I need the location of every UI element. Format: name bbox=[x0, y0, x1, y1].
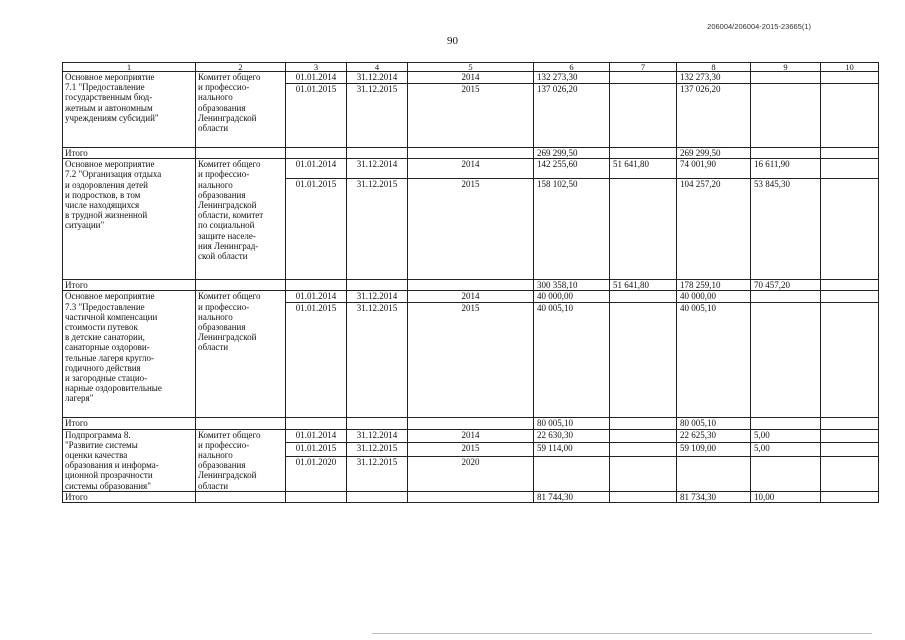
column-number: 7 bbox=[610, 63, 677, 72]
executor-cell: Комитет общего и профессио- нального образования Ленинградской области bbox=[196, 72, 286, 148]
empty-cell bbox=[347, 418, 408, 429]
federal-budget-cell bbox=[610, 303, 677, 418]
end-date-cell: 31.12.2015 bbox=[347, 443, 408, 457]
total-label-cell: Итого bbox=[63, 491, 196, 502]
local-budget-cell: 16 611,90 bbox=[751, 159, 821, 179]
federal-budget-cell bbox=[610, 456, 677, 491]
end-date-cell: 31.12.2015 bbox=[347, 179, 408, 280]
start-date-cell: 01.01.2020 bbox=[286, 456, 347, 491]
regional-budget-cell: 40 005,10 bbox=[677, 303, 751, 418]
empty-cell bbox=[408, 148, 534, 159]
end-date-cell: 31.12.2014 bbox=[347, 291, 408, 303]
end-date-cell: 31.12.2014 bbox=[347, 429, 408, 443]
year-cell: 2015 bbox=[408, 84, 534, 148]
total-funding-cell: 22 630,30 bbox=[534, 429, 610, 443]
local-budget-cell: 5,00 bbox=[751, 443, 821, 457]
empty-cell bbox=[286, 280, 347, 291]
local-budget-cell bbox=[751, 84, 821, 148]
federal-budget-cell bbox=[610, 418, 677, 429]
federal-budget-cell bbox=[610, 148, 677, 159]
executor-cell: Комитет общего и профессио- нального образования Ленинградской области bbox=[196, 291, 286, 418]
regional-budget-cell: 80 005,10 bbox=[677, 418, 751, 429]
other-sources-cell bbox=[821, 303, 879, 418]
total-label-cell: Итого bbox=[63, 280, 196, 291]
federal-budget-cell bbox=[610, 491, 677, 502]
local-budget-cell bbox=[751, 418, 821, 429]
end-date-cell: 31.12.2015 bbox=[347, 84, 408, 148]
table-row bbox=[63, 159, 879, 179]
federal-budget-cell bbox=[610, 84, 677, 148]
program-table bbox=[62, 62, 879, 503]
federal-budget-cell: 51 641,80 bbox=[610, 159, 677, 179]
regional-budget-cell: 40 000,00 bbox=[677, 291, 751, 303]
total-funding-cell: 137 026,20 bbox=[534, 84, 610, 148]
other-sources-cell bbox=[821, 291, 879, 303]
start-date-cell: 01.01.2014 bbox=[286, 159, 347, 179]
column-number: 5 bbox=[408, 63, 534, 72]
total-funding-cell: 59 114,00 bbox=[534, 443, 610, 457]
table-row bbox=[63, 291, 879, 303]
total-funding-cell bbox=[534, 456, 610, 491]
year-cell: 2015 bbox=[408, 303, 534, 418]
executor-cell: Комитет общего и профессио- нального образования Ленинградской области, комитет по социальной защите населе- ния Ленинград- ской области bbox=[196, 159, 286, 280]
total-row bbox=[63, 280, 879, 291]
other-sources-cell bbox=[821, 429, 879, 443]
empty-cell bbox=[286, 148, 347, 159]
start-date-cell: 01.01.2015 bbox=[286, 179, 347, 280]
start-date-cell: 01.01.2014 bbox=[286, 291, 347, 303]
local-budget-cell bbox=[751, 303, 821, 418]
total-funding-cell: 142 255,60 bbox=[534, 159, 610, 179]
year-cell: 2015 bbox=[408, 179, 534, 280]
federal-budget-cell bbox=[610, 429, 677, 443]
total-funding-cell: 81 744,30 bbox=[534, 491, 610, 502]
year-cell: 2015 bbox=[408, 443, 534, 457]
table-body bbox=[63, 63, 879, 503]
empty-cell bbox=[408, 491, 534, 502]
end-date-cell: 31.12.2015 bbox=[347, 456, 408, 491]
column-number: 4 bbox=[347, 63, 408, 72]
total-row bbox=[63, 148, 879, 159]
regional-budget-cell: 59 109,00 bbox=[677, 443, 751, 457]
other-sources-cell bbox=[821, 148, 879, 159]
column-number: 9 bbox=[751, 63, 821, 72]
empty-cell bbox=[347, 491, 408, 502]
start-date-cell: 01.01.2014 bbox=[286, 429, 347, 443]
empty-cell bbox=[408, 280, 534, 291]
start-date-cell: 01.01.2015 bbox=[286, 303, 347, 418]
local-budget-cell: 5,00 bbox=[751, 429, 821, 443]
regional-budget-cell bbox=[677, 456, 751, 491]
empty-cell bbox=[196, 418, 286, 429]
table-row bbox=[63, 429, 879, 443]
federal-budget-cell: 51 641,80 bbox=[610, 280, 677, 291]
federal-budget-cell bbox=[610, 179, 677, 280]
end-date-cell: 31.12.2014 bbox=[347, 159, 408, 179]
bottom-rule bbox=[372, 633, 872, 634]
end-date-cell: 31.12.2014 bbox=[347, 72, 408, 84]
federal-budget-cell bbox=[610, 291, 677, 303]
activity-name-cell: Основное мероприятие 7.3 "Предоставление частичной компенсации стоимости путевок в детские санатории, санаторные оздорови- тельные лагеря кругло- годичного действия и загородные стацио- нарные оздоровительные лагеря" bbox=[63, 291, 196, 418]
regional-budget-cell: 132 273,30 bbox=[677, 72, 751, 84]
executor-cell: Комитет общего и профессио- нального образования Ленинградской области bbox=[196, 429, 286, 491]
total-funding-cell: 132 273,30 bbox=[534, 72, 610, 84]
column-number: 6 bbox=[534, 63, 610, 72]
regional-budget-cell: 104 257,20 bbox=[677, 179, 751, 280]
total-label-cell: Итого bbox=[63, 148, 196, 159]
regional-budget-cell: 137 026,20 bbox=[677, 84, 751, 148]
total-row bbox=[63, 418, 879, 429]
column-number: 2 bbox=[196, 63, 286, 72]
local-budget-cell bbox=[751, 456, 821, 491]
year-cell: 2014 bbox=[408, 159, 534, 179]
total-funding-cell: 300 358,10 bbox=[534, 280, 610, 291]
page-number: 90 bbox=[447, 35, 458, 47]
total-funding-cell: 269 299,50 bbox=[534, 148, 610, 159]
column-number-row bbox=[63, 63, 879, 72]
local-budget-cell: 70 457,20 bbox=[751, 280, 821, 291]
program-table-container bbox=[62, 62, 878, 503]
start-date-cell: 01.01.2014 bbox=[286, 72, 347, 84]
total-label-cell: Итого bbox=[63, 418, 196, 429]
activity-name-cell: Основное мероприятие 7.2 "Организация отдыха и оздоровления детей и подростков, в том числе находящихся в трудной жизненной ситуации" bbox=[63, 159, 196, 280]
other-sources-cell bbox=[821, 159, 879, 179]
other-sources-cell bbox=[821, 456, 879, 491]
local-budget-cell bbox=[751, 72, 821, 84]
empty-cell bbox=[196, 280, 286, 291]
empty-cell bbox=[286, 491, 347, 502]
start-date-cell: 01.01.2015 bbox=[286, 443, 347, 457]
other-sources-cell bbox=[821, 491, 879, 502]
column-number: 3 bbox=[286, 63, 347, 72]
start-date-cell: 01.01.2015 bbox=[286, 84, 347, 148]
regional-budget-cell: 74 001,90 bbox=[677, 159, 751, 179]
other-sources-cell bbox=[821, 179, 879, 280]
year-cell: 2014 bbox=[408, 291, 534, 303]
document-id: 206004/206004-2015-23665(1) bbox=[707, 22, 811, 31]
empty-cell bbox=[347, 148, 408, 159]
other-sources-cell bbox=[821, 72, 879, 84]
year-cell: 2014 bbox=[408, 429, 534, 443]
other-sources-cell bbox=[821, 418, 879, 429]
total-funding-cell: 40 005,10 bbox=[534, 303, 610, 418]
other-sources-cell bbox=[821, 84, 879, 148]
empty-cell bbox=[196, 148, 286, 159]
other-sources-cell bbox=[821, 443, 879, 457]
total-funding-cell: 80 005,10 bbox=[534, 418, 610, 429]
year-cell: 2020 bbox=[408, 456, 534, 491]
empty-cell bbox=[196, 491, 286, 502]
total-row bbox=[63, 491, 879, 502]
federal-budget-cell bbox=[610, 443, 677, 457]
local-budget-cell: 53 845,30 bbox=[751, 179, 821, 280]
federal-budget-cell bbox=[610, 72, 677, 84]
regional-budget-cell: 22 625,30 bbox=[677, 429, 751, 443]
empty-cell bbox=[286, 418, 347, 429]
activity-name-cell: Подпрограмма 8. "Развитие системы оценки качества образования и информа- ционной прозрачности системы образования" bbox=[63, 429, 196, 491]
column-number: 8 bbox=[677, 63, 751, 72]
empty-cell bbox=[408, 418, 534, 429]
column-number: 1 bbox=[63, 63, 196, 72]
year-cell: 2014 bbox=[408, 72, 534, 84]
local-budget-cell bbox=[751, 291, 821, 303]
regional-budget-cell: 178 259,10 bbox=[677, 280, 751, 291]
regional-budget-cell: 81 734,30 bbox=[677, 491, 751, 502]
total-funding-cell: 40 000,00 bbox=[534, 291, 610, 303]
total-funding-cell: 158 102,50 bbox=[534, 179, 610, 280]
end-date-cell: 31.12.2015 bbox=[347, 303, 408, 418]
local-budget-cell: 10,00 bbox=[751, 491, 821, 502]
empty-cell bbox=[347, 280, 408, 291]
column-number: 10 bbox=[821, 63, 879, 72]
table-row bbox=[63, 72, 879, 84]
other-sources-cell bbox=[821, 280, 879, 291]
local-budget-cell bbox=[751, 148, 821, 159]
activity-name-cell: Основное мероприятие 7.1 "Предоставление государственным бюд- жетным и автономным учреждениям субсидий" bbox=[63, 72, 196, 148]
regional-budget-cell: 269 299,50 bbox=[677, 148, 751, 159]
